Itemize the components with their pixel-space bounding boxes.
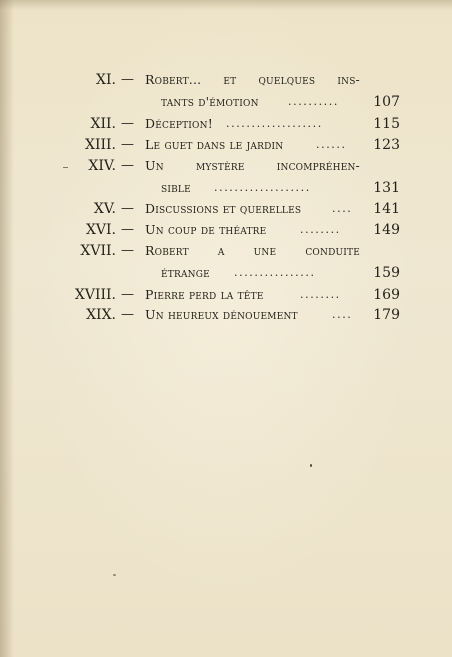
entry-dash: — bbox=[121, 222, 134, 237]
entry-dash: — bbox=[121, 307, 134, 322]
entry-dash: — bbox=[121, 287, 134, 302]
title-word: conduite bbox=[305, 243, 360, 258]
title-word: Un bbox=[145, 158, 164, 173]
chapter-title: Déception! bbox=[145, 116, 213, 131]
paper-speck bbox=[113, 574, 116, 576]
page-edge-shadow-top bbox=[0, 0, 452, 10]
entry-dash: — bbox=[121, 72, 134, 87]
chapter-title: Un coup de théatre bbox=[145, 222, 267, 237]
page-number: 107 bbox=[373, 94, 400, 110]
entry-dash: — bbox=[121, 201, 134, 216]
entry-dash: — bbox=[121, 243, 134, 258]
chapter-numeral: XIII. bbox=[84, 137, 116, 153]
dot-leader: ...... bbox=[316, 138, 347, 151]
dot-leader: .... bbox=[332, 308, 353, 321]
toc-entry-xv bbox=[0, 199, 452, 219]
toc-entry-xiv bbox=[0, 156, 452, 176]
chapter-title: Pierre perd la tête bbox=[145, 287, 264, 302]
dot-leader: ................... bbox=[226, 117, 323, 130]
page-number: 123 bbox=[373, 137, 400, 153]
dot-leader: ........ bbox=[300, 223, 341, 236]
chapter-numeral: XIV. bbox=[88, 158, 116, 174]
toc-entry-xvi bbox=[0, 220, 452, 240]
toc-entry-xi-cont bbox=[0, 92, 452, 112]
title-word: Robert... bbox=[145, 72, 202, 87]
chapter-title: Le guet dans le jardin bbox=[145, 137, 284, 152]
entry-dash: — bbox=[121, 158, 134, 173]
title-word: ins- bbox=[337, 72, 360, 87]
dot-leader: ................ bbox=[234, 266, 316, 279]
page-number: 131 bbox=[373, 180, 400, 196]
title-word: Robert bbox=[145, 243, 189, 258]
chapter-title-line1 bbox=[145, 156, 360, 176]
entry-dash: — bbox=[121, 116, 134, 131]
toc-entry-xviii bbox=[0, 285, 452, 305]
dot-leader: .......... bbox=[288, 95, 339, 108]
dot-leader: ................... bbox=[214, 181, 311, 194]
chapter-numeral: XIX. bbox=[86, 307, 116, 323]
dot-leader: ........ bbox=[300, 288, 341, 301]
chapter-numeral: XI. bbox=[96, 72, 116, 88]
chapter-numeral: XVII. bbox=[80, 243, 116, 259]
page-number: 169 bbox=[373, 287, 400, 303]
page-number: 115 bbox=[373, 116, 400, 132]
toc-entry-xiv-cont bbox=[0, 178, 452, 198]
chapter-title-line1 bbox=[145, 70, 360, 90]
title-word: incompréhen- bbox=[276, 158, 360, 173]
toc-entry-xii bbox=[0, 114, 452, 134]
page-number: 159 bbox=[373, 265, 400, 281]
chapter-title-line2: sible bbox=[161, 180, 191, 195]
chapter-title-line1 bbox=[145, 241, 360, 261]
toc-entry-xvii-cont bbox=[0, 263, 452, 283]
toc-entry-xi bbox=[0, 70, 452, 90]
chapter-numeral: XVI. bbox=[85, 222, 116, 238]
chapter-title: Discussions et querelles bbox=[145, 201, 302, 216]
title-word: une bbox=[253, 243, 277, 258]
toc-entry-xvii bbox=[0, 241, 452, 261]
title-word: mystère bbox=[195, 158, 245, 173]
title-word: quelques bbox=[258, 72, 316, 87]
chapter-title-line2: étrange bbox=[161, 265, 210, 280]
toc-entry-xix bbox=[0, 305, 452, 325]
chapter-numeral: XV. bbox=[93, 201, 116, 217]
title-word: et bbox=[223, 72, 237, 87]
dot-leader: .... bbox=[332, 202, 353, 215]
page-number: 141 bbox=[373, 201, 400, 217]
page-number: 149 bbox=[373, 222, 400, 238]
toc-entry-xiii bbox=[0, 135, 452, 155]
chapter-title-line2: tants d'émotion bbox=[161, 94, 259, 109]
paper-speck bbox=[63, 167, 68, 168]
chapter-title: Un heureux dénouement bbox=[145, 307, 298, 322]
chapter-numeral: XII. bbox=[90, 116, 116, 132]
title-word: a bbox=[217, 243, 225, 258]
entry-dash: — bbox=[121, 137, 134, 152]
chapter-numeral: XVIII. bbox=[74, 287, 116, 303]
paper-speck bbox=[310, 464, 312, 467]
page-number: 179 bbox=[373, 307, 400, 323]
